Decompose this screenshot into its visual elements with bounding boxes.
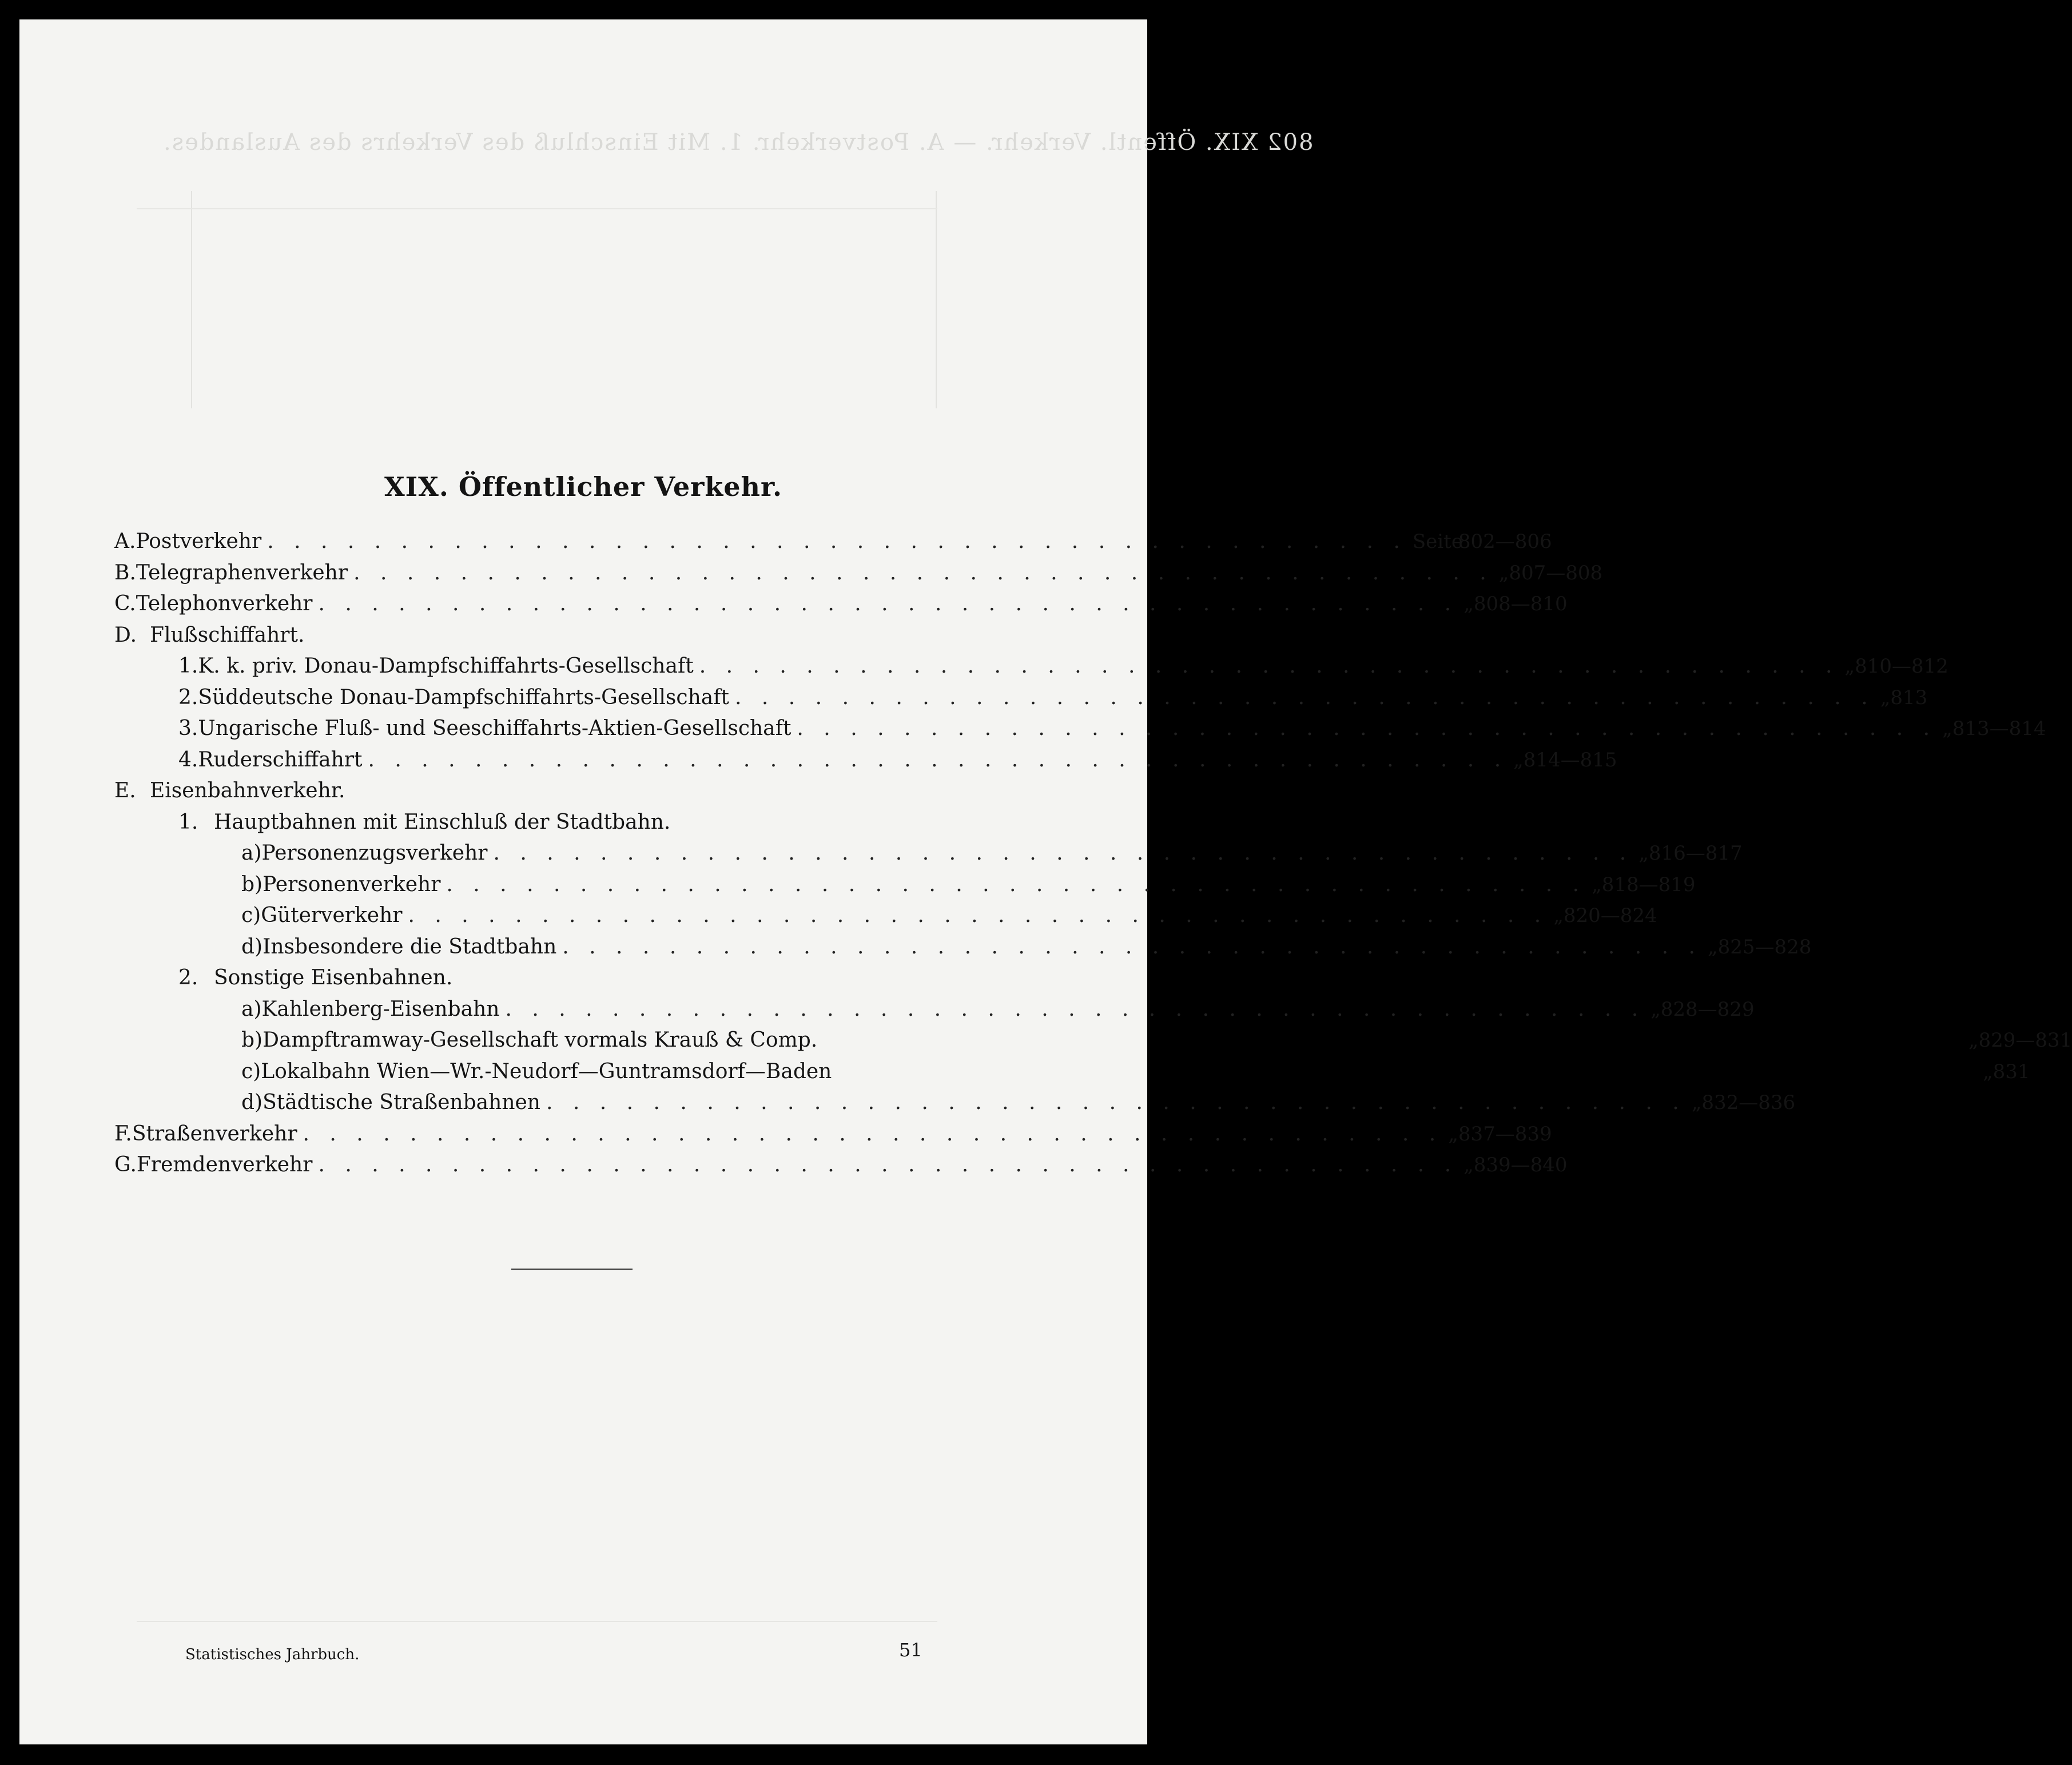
toc-entry-page-word: „: [1592, 873, 1602, 896]
toc-entry: [241, 1091, 1796, 1123]
toc-entry-pages: 808—810: [1473, 593, 1568, 615]
toc-entry-label: Hauptbahnen mit Einschluß der Stadtbahn.: [214, 810, 671, 834]
toc-entry-page-word: „: [1983, 1060, 1993, 1083]
toc-entry-label: Insbesondere die Stadtbahn: [263, 935, 557, 959]
toc-entry: [114, 592, 1568, 624]
toc-entry-label: Sonstige Eisenbahnen.: [214, 966, 453, 989]
toc-entry-page-word: „: [1880, 686, 1891, 709]
toc-entry: [241, 1059, 2030, 1092]
toc-entry: [178, 966, 995, 998]
toc-entry-pages: 839—840: [1473, 1154, 1568, 1176]
toc-leader-dots: [353, 561, 1493, 585]
toc-entry-marker: D.: [114, 623, 137, 647]
toc-entry: [114, 560, 1603, 593]
footer-publication: Statistisches Jahrbuch.: [185, 1646, 360, 1663]
toc-entry-marker: b): [241, 1028, 263, 1052]
divider-rule: [511, 1269, 633, 1270]
toc-entry-label: Flußschiffahrt.: [150, 623, 305, 647]
toc-entry: [241, 997, 1755, 1029]
toc-leader-dots: [319, 592, 1458, 615]
toc-entry: [241, 1028, 2072, 1060]
toc-entry-pages: 814—815: [1523, 748, 1617, 772]
toc-entry-marker: 1.: [178, 810, 198, 834]
toc-entry-page-word: „: [1463, 593, 1474, 615]
toc-entry: [114, 779, 995, 811]
toc-entry-marker: 2.: [178, 685, 198, 709]
toc-entry-marker: B.: [114, 560, 136, 585]
toc-leader-dots: [797, 717, 1936, 740]
toc-entry-marker: 3.: [178, 717, 198, 740]
toc-entry-page-word: „: [1553, 904, 1564, 927]
toc-entry-pages: 807—808: [1509, 561, 1603, 585]
toc-entry: [114, 1153, 1568, 1185]
toc-entry-pages: 825—828: [1717, 935, 1812, 959]
toc-entry-label: Postverkehr: [136, 530, 262, 553]
toc-entry-page-word: „: [1968, 1029, 1979, 1052]
toc-entry-pages: 818—819: [1601, 873, 1696, 896]
toc-entry-page-word: „: [1942, 717, 1952, 740]
toc-entry-pages: 810—812: [1855, 655, 1948, 678]
toc-entry-label: Güterverkehr: [261, 904, 403, 927]
toc-leader-dots: [267, 530, 1407, 553]
toc-entry-label: Personenverkehr: [263, 872, 441, 896]
toc-entry-page-word: „: [1707, 935, 1718, 959]
toc-leader-dots: [303, 1122, 1443, 1146]
toc-entry: [178, 810, 995, 842]
toc-entry-pages: 831: [1993, 1060, 2030, 1083]
toc-entry-page-word: „: [1513, 748, 1524, 772]
toc-entry-page-word: „: [1498, 561, 1509, 585]
toc-entry: [178, 685, 1928, 718]
toc-entry-marker: a): [241, 997, 262, 1021]
toc-entry-marker: c): [241, 1059, 261, 1083]
toc-entry: [178, 748, 1617, 780]
toc-entry-pages: 813: [1890, 686, 1928, 709]
toc-leader-dots: [505, 997, 1645, 1021]
toc-entry-page-word: „: [1691, 1091, 1702, 1114]
page-title: XIX. Öffentlicher Verkehr.: [384, 471, 783, 502]
toc-entry-marker: A.: [114, 530, 136, 553]
toc-entry-marker: d): [241, 1091, 263, 1114]
toc-entry-pages: 832—836: [1701, 1091, 1796, 1114]
toc-entry-marker: b): [241, 872, 263, 896]
toc-entry-label: Ruderschiffahrt: [198, 748, 363, 772]
toc-leader-dots: [318, 1153, 1458, 1176]
toc-entry-label: Ungarische Fluß- und Seeschiffahrts-Aktien-Gesellschaft: [198, 717, 792, 740]
toc-entry-page-word: Seite: [1412, 530, 1463, 553]
toc-entry: [241, 841, 1743, 873]
toc-entry-marker: G.: [114, 1153, 137, 1176]
toc-entry-label: Straßenverkehr: [132, 1122, 297, 1146]
toc-entry-marker: 4.: [178, 748, 198, 772]
toc-leader-dots: [446, 873, 1586, 896]
toc-leader-dots: [562, 935, 1702, 959]
toc-entry: [241, 872, 1696, 905]
toc-entry-pages: 802—806: [1458, 530, 1552, 553]
toc-entry: [241, 935, 1812, 967]
toc-entry-label: Städtische Straßenbahnen: [263, 1091, 540, 1114]
toc-leader-dots: [408, 904, 1548, 927]
toc-entry-label: Süddeutsche Donau-Dampfschiffahrts-Gesellschaft: [198, 685, 730, 709]
toc-entry-page-word: „: [1651, 997, 1661, 1021]
toc-entry: [178, 717, 2046, 749]
bleed-through-header: 802 XIX. Öffentl. Verkehr. — A. Postverkehr. 1. Mit Einschluß des Verkehrs des Auslandes.: [162, 129, 1314, 156]
bleed-through-rule: [137, 1621, 937, 1622]
toc-entry: [241, 904, 1657, 936]
toc-entry: [114, 530, 1552, 562]
toc-leader-dots: [368, 748, 1508, 772]
toc-entry-page-word: „: [1463, 1154, 1474, 1176]
toc-entry: [114, 623, 995, 655]
toc-entry-label: Eisenbahnverkehr.: [150, 779, 345, 802]
page: [19, 19, 2072, 1744]
toc-entry: [178, 654, 1948, 686]
toc-entry-page-word: „: [1448, 1122, 1458, 1146]
toc-entry-marker: d): [241, 935, 263, 959]
toc-leader-dots: [546, 1091, 1686, 1114]
toc-entry-label: Personenzugsverkehr: [261, 841, 488, 865]
bleed-through-table: [191, 191, 937, 408]
toc-entry-label: Telegraphenverkehr: [136, 560, 348, 585]
toc-entry-pages: 813—814: [1952, 717, 2046, 740]
toc-entry-pages: 828—829: [1660, 997, 1755, 1021]
toc-entry-pages: 820—824: [1563, 904, 1657, 927]
toc-entry-label: Kahlenberg-Eisenbahn: [261, 997, 500, 1021]
toc-entry-pages: 837—839: [1458, 1122, 1552, 1146]
toc-entry-page-word: „: [1638, 842, 1649, 865]
toc-entry-page-word: „: [1844, 655, 1855, 678]
footer-page-number: 51: [899, 1639, 922, 1661]
toc-entry-marker: c): [241, 904, 261, 927]
toc-entry: [114, 1122, 1552, 1154]
toc-entry-label: Lokalbahn Wien—Wr.-Neudorf—Guntramsdorf—Baden: [261, 1059, 832, 1083]
toc-entry-label: Dampftramway-Gesellschaft vormals Krauß & Comp.: [263, 1028, 818, 1052]
toc-entry-marker: 2.: [178, 966, 198, 989]
toc-entry-pages: 829—831: [1978, 1029, 2072, 1052]
toc-leader-dots: [494, 841, 1633, 865]
toc-entry-marker: 1.: [178, 654, 198, 678]
toc-entry-label: Fremdenverkehr: [136, 1153, 313, 1176]
toc-entry-label: K. k. priv. Donau-Dampfschiffahrts-Gesellschaft: [198, 654, 694, 678]
toc-leader-dots: [699, 654, 1839, 678]
toc-leader-dots: [735, 686, 1875, 709]
toc-entry-marker: C.: [114, 592, 136, 615]
toc-entry-pages: 816—817: [1648, 842, 1743, 865]
bleed-through-rule: [137, 208, 937, 209]
toc-entry-marker: a): [241, 841, 262, 865]
toc-entry-marker: F.: [114, 1122, 132, 1146]
toc-entry-marker: E.: [114, 779, 136, 802]
toc-entry-label: Telephonverkehr: [136, 592, 313, 615]
